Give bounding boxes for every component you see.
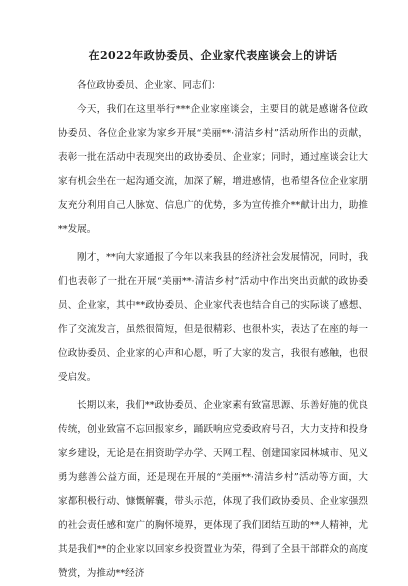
- paragraph-3: 长期以来，我们**政协委员、企业家素有致富思源、乐善好施的优良传统，创业致富不忘回报家乡，踊跃响应党委政府号召，大力支持和投身家乡建设，无论是在捐资助学办学、天网工程、创建国家园林城市、见义勇为慈善公益方面，还是现在开展的“美丽**·清洁乡村”活动等方面，大家都积极行动、慷慨解囊，带头示范，体现了我们政协委员、企业家强烈的社会责任感和宽广的胸怀境界，更体现了我们团结互助的**人精神，尤其是我们**的企业家以回家乡投资置业为荣，得到了全县干部群众的高度赞赏，为推动**经济: [58, 400, 368, 579]
- paragraph-1: 今天，我们在这里举行***企业家座谈会，主要目的就是感谢各位政协委员、各位企业家为家乡开展“美丽**·清洁乡村”活动所作出的贡献，表彰一批在活动中表现突出的政协委员、企业家；同时，通过座谈会让大家有机会坐在一起沟通交流，加深了解，增进感情，也希望各位企业家朋友充分利用自己人脉宽、信息广的优势，多为宣传推介**献计出力，助推**发展。: [58, 104, 368, 235]
- salutation: 各位政协委员、企业家、同志们：: [77, 80, 221, 91]
- document-title: 在2022年政协委员、企业家代表座谈会上的讲话: [88, 49, 338, 62]
- paragraph-2: 刚才，**向大家通报了今年以来我县的经济社会发展情况，同时，我们也表彰了一批在开展“美丽**·清洁乡村”活动中作出突出贡献的政协委员、企业家，其中**政协委员、企业家代表也结合自己的实际谈了感想、作了交流发言，虽然很简短，但是很精彩、也很朴实，表达了在座的每一位政协委员、企业家的心声和心愿，听了大家的发言，我很有感触，也很受启发。: [58, 252, 368, 383]
